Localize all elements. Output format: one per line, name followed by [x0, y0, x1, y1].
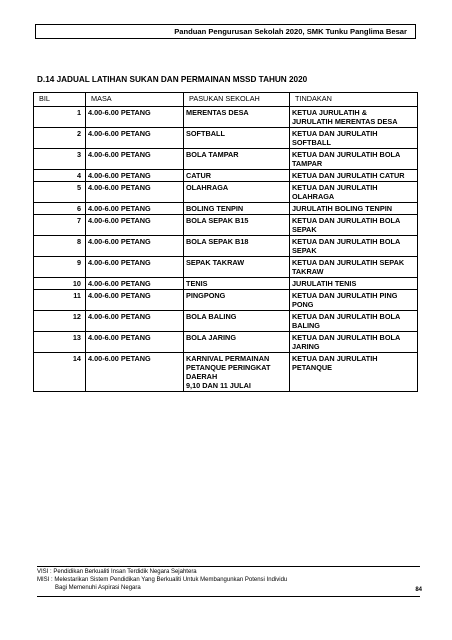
- cell-pasukan: SEPAK TAKRAW: [184, 257, 290, 278]
- header-bil: BIL: [34, 93, 86, 107]
- cell-tindakan: KETUA DAN JURULATIH BOLA SEPAK: [290, 215, 418, 236]
- cell-tindakan: KETUA DAN JURULATIH OLAHRAGA: [290, 182, 418, 203]
- cell-tindakan: KETUA DAN JURULATIH BOLA JARING: [290, 332, 418, 353]
- table-row: [34, 353, 418, 392]
- cell-tindakan: KETUA DAN JURULATIH PING PONG: [290, 290, 418, 311]
- cell-tindakan: KETUA DAN JURULATIH BOLA TAMPAR: [290, 149, 418, 170]
- cell-masa: 4.00-6.00 PETANG: [86, 257, 184, 278]
- cell-masa: 4.00-6.00 PETANG: [86, 149, 184, 170]
- cell-tindakan: KETUA DAN JURULATIH CATUR: [290, 170, 418, 182]
- section-title: D.14 JADUAL LATIHAN SUKAN DAN PERMAINAN MSSD TAHUN 2020: [37, 75, 308, 84]
- cell-bil: 5: [34, 182, 86, 203]
- table-row: [34, 182, 418, 203]
- footer: [37, 566, 420, 592]
- footer-misi-continued: Bagi Memenuhi Aspirasi Negara: [55, 585, 141, 591]
- cell-bil: 11: [34, 290, 86, 311]
- cell-tindakan: JURULATIH BOLING TENPIN: [290, 203, 418, 215]
- header-tindakan: TINDAKAN: [290, 93, 418, 107]
- table-row: [34, 128, 418, 149]
- page-number: 84: [415, 587, 422, 593]
- table-row: [34, 332, 418, 353]
- table-row: [34, 278, 418, 290]
- cell-bil: 14: [34, 353, 86, 392]
- cell-pasukan: PINGPONG: [184, 290, 290, 311]
- cell-masa: 4.00-6.00 PETANG: [86, 332, 184, 353]
- cell-bil: 13: [34, 332, 86, 353]
- cell-pasukan: BOLA SEPAK B15: [184, 215, 290, 236]
- table-body: [34, 107, 418, 392]
- table-row: [34, 290, 418, 311]
- cell-bil: 6: [34, 203, 86, 215]
- cell-pasukan: KARNIVAL PERMAINAN PETANQUE PERINGKAT DAERAH 9,10 DAN 11 JULAI: [184, 353, 290, 392]
- cell-pasukan: BOLING TENPIN: [184, 203, 290, 215]
- table-header-row: [34, 93, 418, 107]
- cell-masa: 4.00-6.00 PETANG: [86, 290, 184, 311]
- cell-masa: 4.00-6.00 PETANG: [86, 203, 184, 215]
- header-masa: MASA: [86, 93, 184, 107]
- cell-pasukan: BOLA TAMPAR: [184, 149, 290, 170]
- header-pasukan: PASUKAN SEKOLAH: [184, 93, 290, 107]
- cell-tindakan: KETUA DAN JURULATIH BOLA BALING: [290, 311, 418, 332]
- training-schedule-table: [33, 92, 418, 392]
- cell-bil: 1: [34, 107, 86, 128]
- document-header: [35, 24, 416, 39]
- cell-tindakan: KETUA DAN JURULATIH PETANQUE: [290, 353, 418, 392]
- cell-tindakan: KETUA JURULATIH & JURULATIH MERENTAS DESA: [290, 107, 418, 128]
- cell-tindakan: KETUA DAN JURULATIH SEPAK TAKRAW: [290, 257, 418, 278]
- cell-masa: 4.00-6.00 PETANG: [86, 128, 184, 149]
- footer-misi: MISI : Melestarikan Sistem Pendidikan Yang Berkualiti Untuk Membangunkan Potensi Individu: [37, 577, 288, 583]
- footer-divider: [37, 596, 420, 597]
- table-row: [34, 170, 418, 182]
- table-row: [34, 257, 418, 278]
- cell-masa: 4.00-6.00 PETANG: [86, 215, 184, 236]
- table-row: [34, 311, 418, 332]
- cell-bil: 8: [34, 236, 86, 257]
- cell-pasukan: TENIS: [184, 278, 290, 290]
- cell-bil: 7: [34, 215, 86, 236]
- cell-masa: 4.00-6.00 PETANG: [86, 182, 184, 203]
- cell-tindakan: JURULATIH TENIS: [290, 278, 418, 290]
- cell-tindakan: KETUA DAN JURULATIH SOFTBALL: [290, 128, 418, 149]
- cell-bil: 4: [34, 170, 86, 182]
- cell-masa: 4.00-6.00 PETANG: [86, 311, 184, 332]
- cell-masa: 4.00-6.00 PETANG: [86, 278, 184, 290]
- cell-pasukan: MERENTAS DESA: [184, 107, 290, 128]
- footer-visi: VISI : Pendidikan Berkualiti Insan Terdidik Negara Sejahtera: [37, 569, 197, 575]
- table-row: [34, 107, 418, 128]
- cell-bil: 12: [34, 311, 86, 332]
- cell-pasukan: CATUR: [184, 170, 290, 182]
- cell-pasukan: OLAHRAGA: [184, 182, 290, 203]
- cell-bil: 9: [34, 257, 86, 278]
- cell-tindakan: KETUA DAN JURULATIH BOLA SEPAK: [290, 236, 418, 257]
- table-row: [34, 203, 418, 215]
- table-row: [34, 215, 418, 236]
- cell-pasukan: BOLA BALING: [184, 311, 290, 332]
- cell-bil: 2: [34, 128, 86, 149]
- table-row: [34, 149, 418, 170]
- cell-bil: 10: [34, 278, 86, 290]
- table-row: [34, 236, 418, 257]
- cell-masa: 4.00-6.00 PETANG: [86, 107, 184, 128]
- cell-pasukan: SOFTBALL: [184, 128, 290, 149]
- cell-masa: 4.00-6.00 PETANG: [86, 170, 184, 182]
- cell-pasukan: BOLA JARING: [184, 332, 290, 353]
- cell-bil: 3: [34, 149, 86, 170]
- cell-masa: 4.00-6.00 PETANG: [86, 353, 184, 392]
- cell-pasukan: BOLA SEPAK B18: [184, 236, 290, 257]
- cell-masa: 4.00-6.00 PETANG: [86, 236, 184, 257]
- header-text: Panduan Pengurusan Sekolah 2020, SMK Tunku Panglima Besar: [174, 27, 407, 36]
